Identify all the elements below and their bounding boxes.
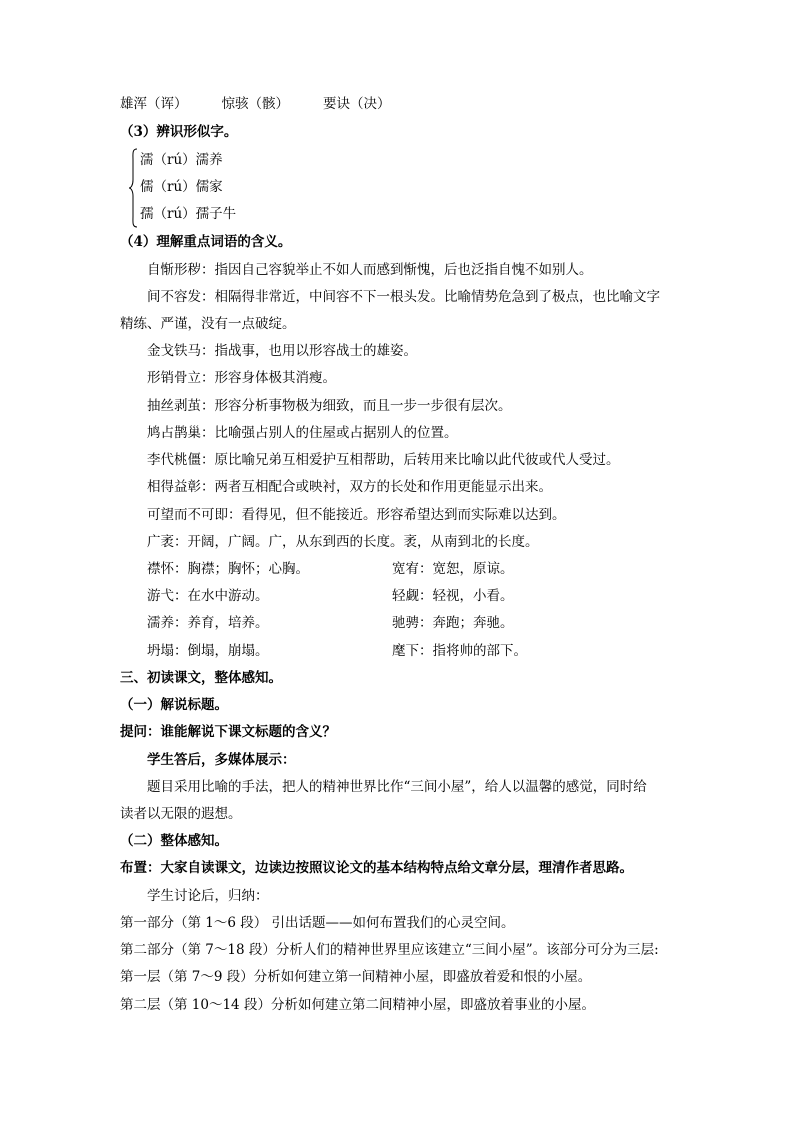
word-pair-right: 轻觑：轻视，小看。 (392, 588, 514, 604)
title-explanation-line: 题目采用比喻的手法，把人的精神世界比作“三间小屋”，给人以温馨的感觉，同时给 (147, 779, 647, 795)
word-pair-right: 麾下：指将帅的部下。 (392, 643, 527, 659)
definition-line: 李代桃僵：原比喻兄弟互相爱护互相帮助，后转用来比喻以此代彼或代人受过。 (147, 452, 620, 468)
definition-line: 广袤：开阔，广阔。广，从东到西的长度。袤，从南到北的长度。 (147, 534, 539, 550)
definition-line: 抽丝剥茧：形容分析事物极为细致，而且一步一步很有层次。 (147, 398, 512, 414)
word-pair-right: 宽宥：宽恕，原谅。 (392, 561, 514, 577)
section-4-title: （4）理解重点词语的含义。 (120, 234, 292, 250)
title-explanation-line: 读者以无限的遐想。 (120, 806, 242, 822)
vocab-row (120, 94, 391, 114)
definition-line: 相得益彰：两者互相配合或映衬，双方的长处和作用更能显示出来。 (147, 479, 552, 495)
definition-line: 鸠占鹊巢：比喻强占别人的住屋或占据别人的位置。 (147, 425, 458, 441)
structure-line: 第一层（第 7～9 段）分析如何建立第一间精神小屋，即盛放着爱和恨的小屋。 (120, 969, 592, 985)
definition-line: 形销骨立：形容身体极其消瘦。 (147, 370, 336, 386)
subsection-2-title: （二）整体感知。 (120, 833, 228, 849)
section-3-title: （3）辨识形似字。 (120, 124, 238, 140)
part-3-heading: 三、初读课文，整体感知。 (120, 670, 282, 686)
definition-line: 金戈铁马：指战事，也用以形容战士的雄姿。 (147, 343, 417, 359)
similar-char-item: 孺（rú）孺子牛 (140, 206, 237, 222)
vocab-item: 惊骇（骸） (221, 96, 289, 112)
arrange-line: 布置：大家自读课文，边读边按照议论文的基本结构特点给文章分层，理清作者思路。 (120, 860, 633, 876)
student-show-line: 学生答后，多媒体展示： (147, 752, 296, 768)
question-line: 提问：谁能解说下课文标题的含义？ (120, 724, 336, 740)
word-pair-left: 坍塌：倒塌，崩塌。 (147, 643, 269, 659)
definition-line: 可望而不可即：看得见，但不能接近。形容希望达到而实际难以达到。 (147, 507, 566, 523)
similar-char-item: 儒（rú）儒家 (140, 179, 223, 195)
subsection-1-title: （一）解说标题。 (120, 697, 228, 713)
structure-line: 第一部分（第 1～6 段） 引出话题——如何布置我们的心灵空间。 (120, 915, 515, 931)
similar-char-item: 濡（rú）濡养 (140, 152, 223, 168)
definition-line: 精练、严谨，没有一点破绽。 (120, 316, 296, 332)
vocab-item: 要诀（决） (323, 96, 391, 112)
curly-brace-icon (128, 148, 138, 228)
definition-line: 间不容发：相隔得非常近，中间容不下一根头发。比喻情势危急到了极点，也比喻文字 (147, 289, 660, 305)
vocab-item: 雄浑（诨） (120, 96, 188, 112)
word-pair-left: 濡养：养育，培养。 (147, 615, 269, 631)
structure-line: 第二层（第 10～14 段）分析如何建立第二间精神小屋，即盛放着事业的小屋。 (120, 997, 595, 1013)
word-pair-left: 襟怀：胸襟；胸怀；心胸。 (147, 561, 309, 577)
word-pair-left: 游弋：在水中游动。 (147, 588, 269, 604)
word-pair-right: 驰骋：奔跑；奔驰。 (392, 615, 514, 631)
structure-line: 第二部分（第 7～18 段）分析人们的精神世界里应该建立“三间小屋”。该部分可分为三层: (120, 942, 659, 958)
definition-line: 自惭形秽：指因自己容貌举止不如人而感到惭愧，后也泛指自愧不如别人。 (147, 262, 593, 278)
discuss-line: 学生讨论后，归纳： (147, 888, 269, 904)
